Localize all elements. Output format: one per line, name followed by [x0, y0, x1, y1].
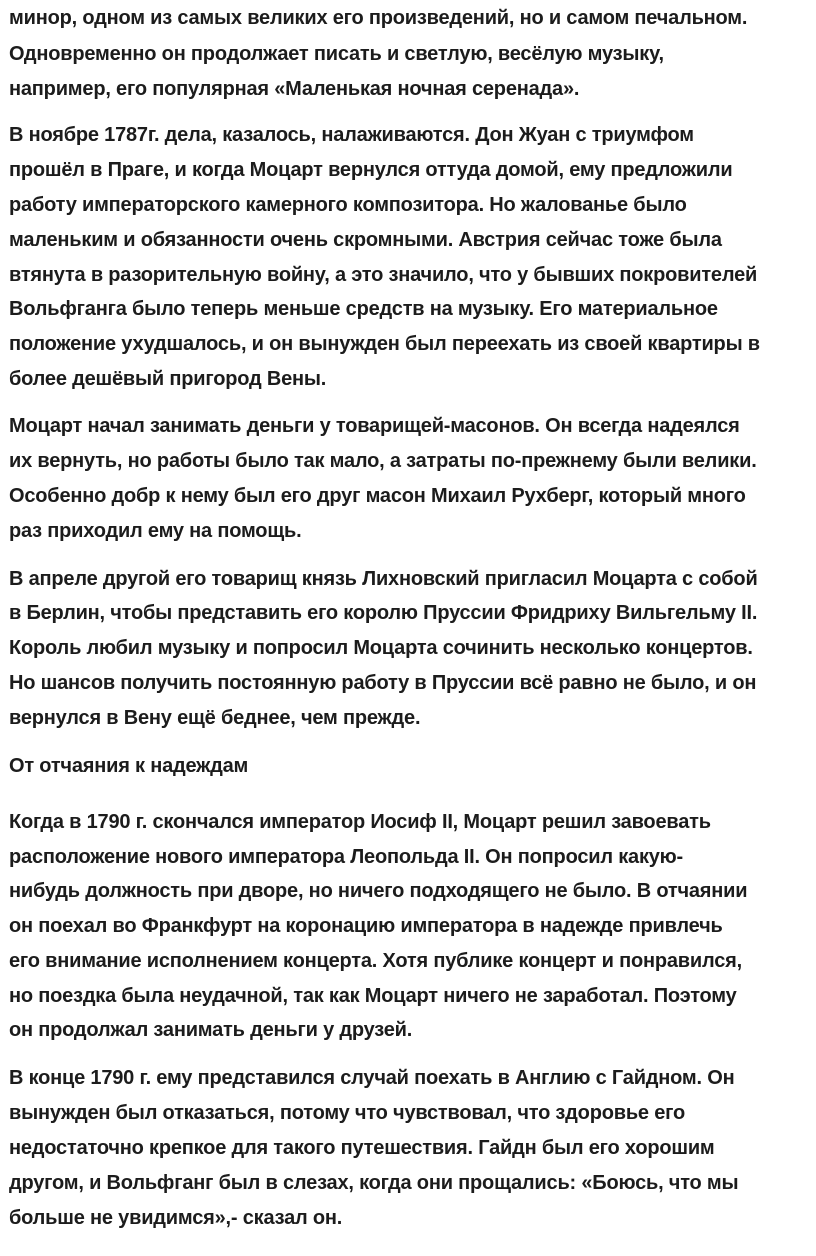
- text-line: Моцарт начал занимать деньги у товарищей-масонов. Он всегда надеялся: [9, 415, 740, 437]
- text-line: он продолжал занимать деньги у друзей.: [9, 1019, 413, 1041]
- text-line: В ноябре 1787г. дела, казалось, налаживаются. Дон Жуан с триумфом: [9, 124, 694, 146]
- text-line: Одновременно он продолжает писать и светлую, весёлую музыку,: [9, 43, 664, 65]
- text-line: вернулся в Вену ещё беднее, чем прежде.: [9, 707, 421, 729]
- text-line: прошёл в Праге, и когда Моцарт вернулся оттуда домой, ему предложили: [9, 159, 733, 181]
- text-line: маленьким и обязанности очень скромными. Австрия сейчас тоже была: [9, 229, 722, 251]
- text-line: например, его популярная «Маленькая ночная серенада».: [9, 78, 580, 100]
- section-heading: От отчаяния к надеждам: [9, 755, 249, 777]
- text-line: он поехал во Франкфурт на коронацию императора в надежде привлечь: [9, 915, 723, 937]
- text-line: но поездка была неудачной, так как Моцарт ничего не заработал. Поэтому: [9, 985, 737, 1007]
- text-line: минор, одном из самых великих его произведений, но и самом печальном.: [9, 7, 748, 29]
- text-line: положение ухудшалось, и он вынужден был переехать из своей квартиры в: [9, 333, 760, 355]
- text-line: Особенно добр к нему был его друг масон Михаил Рухберг, который много: [9, 485, 746, 507]
- text-line: другом, и Вольфганг был в слезах, когда они прощались: «Боюсь, что мы: [9, 1172, 739, 1194]
- text-line: его внимание исполнением концерта. Хотя публике концерт и понравился,: [9, 950, 742, 972]
- text-line: Король любил музыку и попросил Моцарта сочинить несколько концертов.: [9, 637, 753, 659]
- text-line: их вернуть, но работы было так мало, а затраты по-прежнему были велики.: [9, 450, 757, 472]
- text-line: втянута в разорительную войну, а это значило, что у бывших покровителей: [9, 264, 758, 286]
- text-line: Но шансов получить постоянную работу в Пруссии всё равно не было, и он: [9, 672, 757, 694]
- text-line: вынужден был отказаться, потому что чувствовал, что здоровье его: [9, 1102, 685, 1124]
- text-line: в Берлин, чтобы представить его королю Пруссии Фридриху Вильгельму II.: [9, 602, 758, 624]
- text-line: В конце 1790 г. ему представился случай поехать в Англию с Гайдном. Он: [9, 1067, 735, 1089]
- text-line: Вольфганга было теперь меньше средств на музыку. Его материальное: [9, 298, 718, 320]
- text-line: недостаточно крепкое для такого путешествия. Гайдн был его хорошим: [9, 1137, 715, 1159]
- text-line: В апреле другой его товарищ князь Лихновский пригласил Моцарта с собой: [9, 568, 758, 590]
- text-line: больше не увидимся»,- сказал он.: [9, 1207, 343, 1229]
- text-line: расположение нового императора Леопольда II. Он попросил какую-: [9, 846, 684, 868]
- text-line: нибудь должность при дворе, но ничего подходящего не было. В отчаянии: [9, 880, 748, 902]
- text-line: раз приходил ему на помощь.: [9, 520, 302, 542]
- text-line: Когда в 1790 г. скончался император Иосиф II, Моцарт решил завоевать: [9, 811, 711, 833]
- text-line: более дешёвый пригород Вены.: [9, 368, 327, 390]
- text-line: работу императорского камерного композитора. Но жалованье было: [9, 194, 687, 216]
